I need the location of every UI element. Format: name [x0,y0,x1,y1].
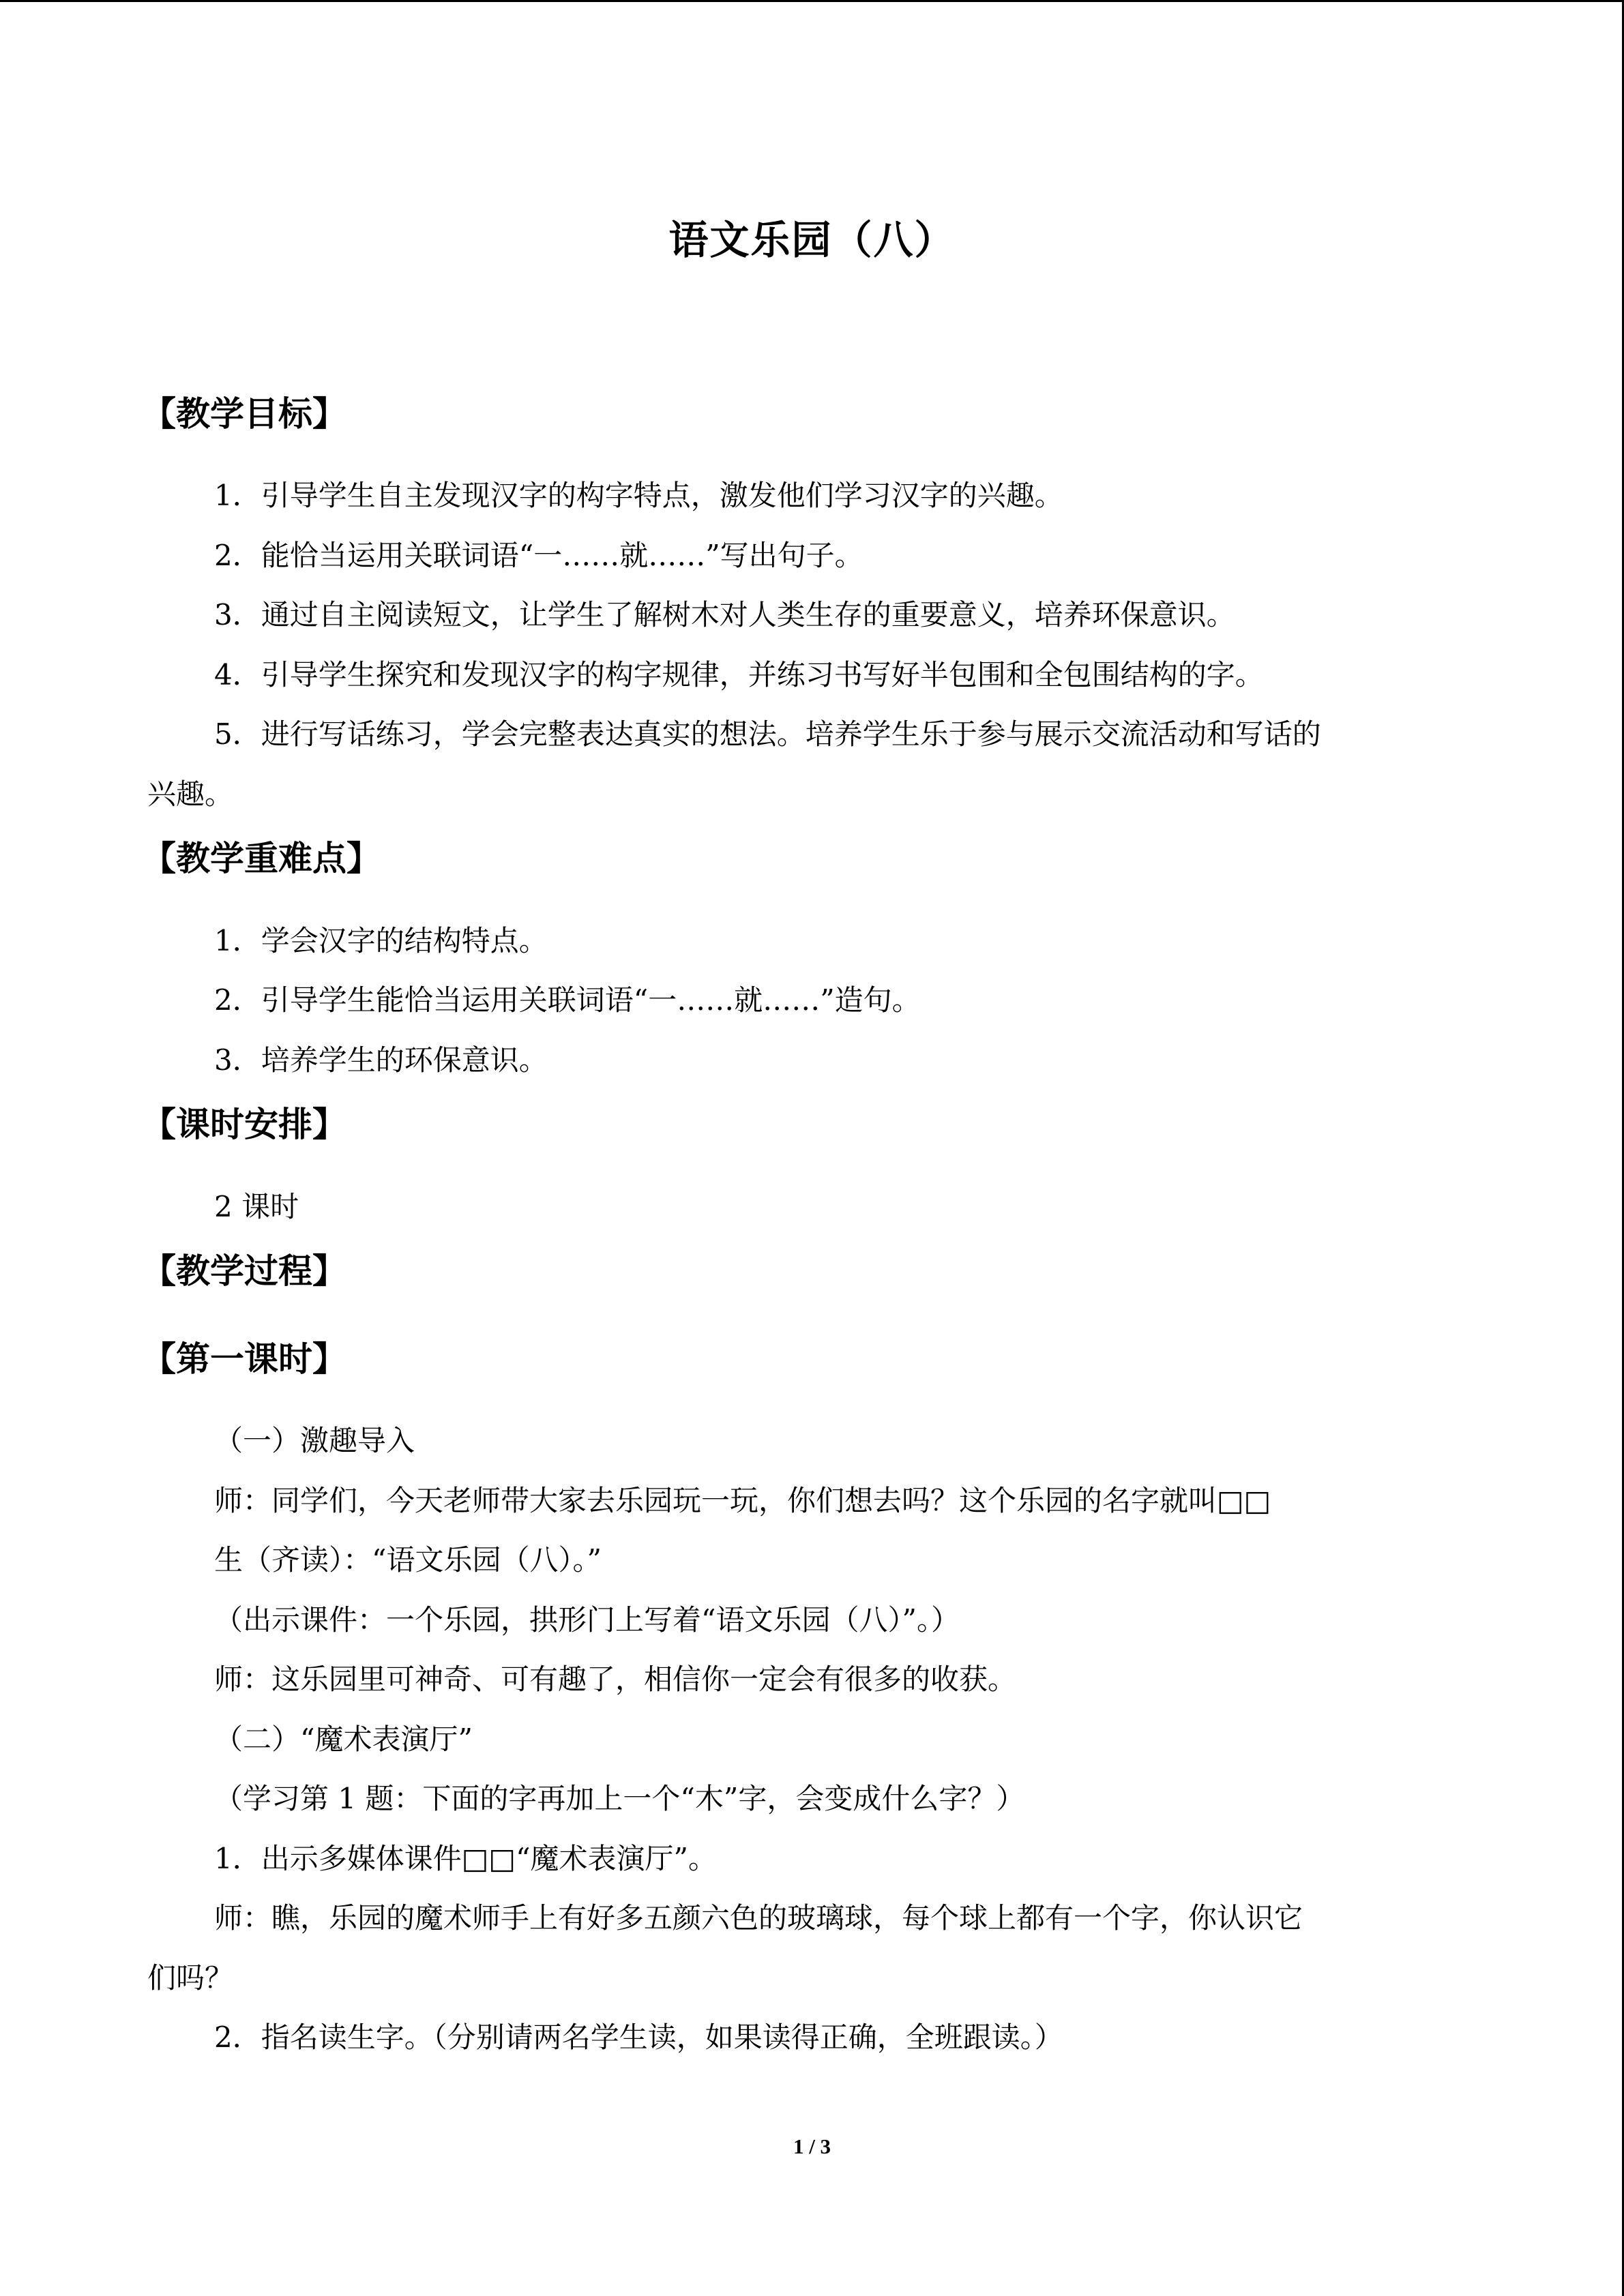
page-border-top [0,0,1624,2]
lesson-line-9-cont: 们吗？ [147,1961,234,1995]
heading-objectives: 【教学目标】 [142,394,346,434]
heading-schedule: 【课时安排】 [142,1105,346,1144]
lesson-line-5: 师：这乐园里可神奇、可有趣了，相信你一定会有很多的收获。 [214,1663,1017,1696]
lesson-line-6: （二）“魔术表演厅” [214,1723,473,1756]
lesson-line-4: （出示课件：一个乐园，拱形门上写着“语文乐园（八）”。） [214,1603,960,1637]
objective-item-4: 4．引导学生探究和发现汉字的构字规律，并练习书写好半包围和全包围结构的字。 [214,658,1264,691]
heading-key-points: 【教学重难点】 [142,839,381,878]
key-point-item-3: 3．培养学生的环保意识。 [214,1043,548,1077]
lesson-line-3: 生（齐读）：“语文乐园（八）。” [214,1543,602,1577]
heading-process: 【教学过程】 [142,1251,346,1291]
lesson-line-9: 师：瞧，乐园的魔术师手上有好多五颜六色的玻璃球，每个球上都有一个字，你认识它 [214,1901,1303,1935]
key-point-item-2: 2．引导学生能恰当运用关联词语“一……就……”造句。 [214,983,921,1017]
objective-item-5-cont: 兴趣。 [147,777,234,811]
objective-item-5: 5．进行写话练习，学会完整表达真实的想法。培养学生乐于参与展示交流活动和写话的 [214,717,1321,751]
lesson-line-1: （一）激趣导入 [214,1424,415,1457]
lesson-line-7: （学习第 1 题：下面的字再加上一个“木”字，会变成什么字？） [214,1782,1025,1815]
schedule-text: 2 课时 [214,1190,299,1223]
lesson-line-10: 2．指名读生字。（分别请两名学生读，如果读得正确，全班跟读。） [214,2021,1063,2054]
objective-item-3: 3．通过自主阅读短文，让学生了解树木对人类生存的重要意义，培养环保意识。 [214,598,1235,631]
lesson-line-8: 1．出示多媒体课件□□“魔术表演厅”。 [214,1842,718,1875]
objective-item-2: 2．能恰当运用关联词语“一……就……”写出句子。 [214,539,863,572]
objective-item-1: 1．引导学生自主发现汉字的构字特点，激发他们学习汉字的兴趣。 [214,479,1063,512]
page-number: 1 / 3 [793,2134,831,2158]
heading-lesson-1: 【第一课时】 [142,1339,346,1379]
key-point-item-1: 1．学会汉字的结构特点。 [214,924,548,957]
lesson-line-2: 师：同学们，今天老师带大家去乐园玩一玩，你们想去吗？这个乐园的名字就叫□□ [214,1484,1271,1517]
document-title: 语文乐园（八） [668,217,956,263]
